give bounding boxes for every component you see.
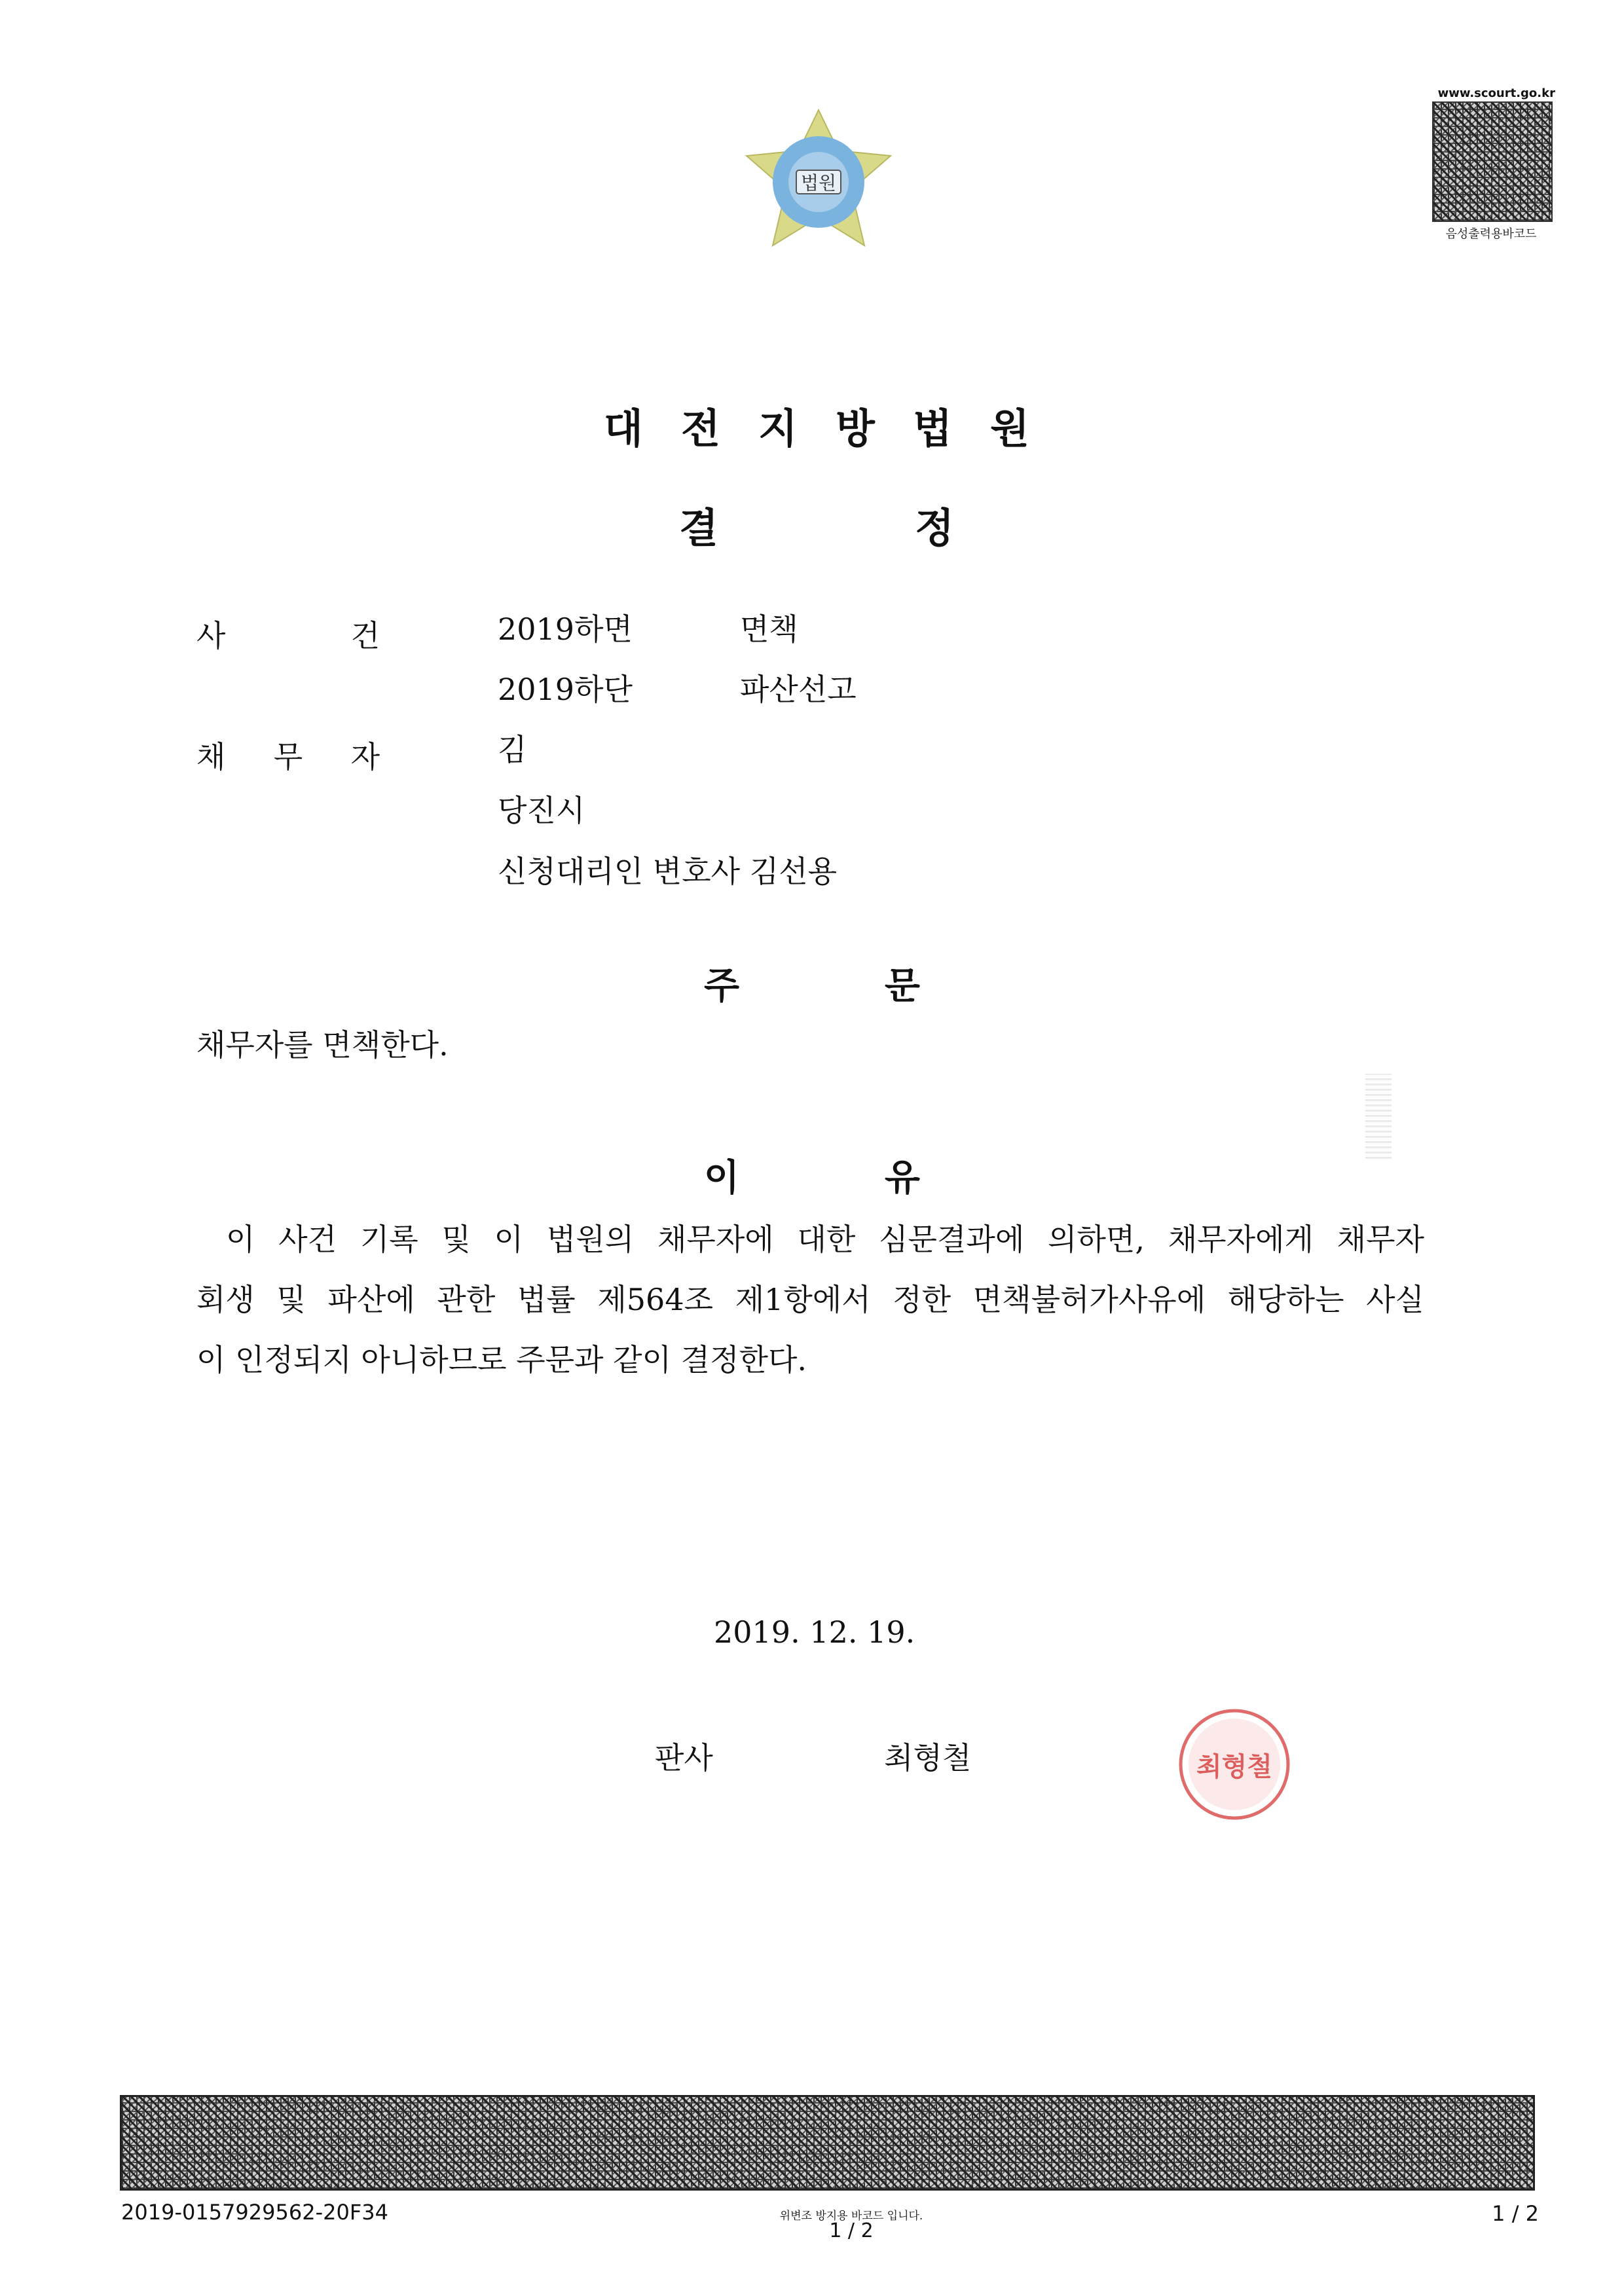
case2-number: 2019하단 — [498, 672, 633, 707]
court-name-char: 지 — [758, 405, 798, 452]
case2-type: 파산선고 — [740, 672, 857, 707]
debtor-name: 김 — [498, 732, 527, 767]
reason-line-1: 이 사건 기록 및 이 법원의 채무자에 대한 심문결과에 의하면, 채무자에게 채무자 — [226, 1222, 1424, 1257]
case-label: 사 건 — [196, 618, 380, 653]
decision-date: 2019. 12. 19. — [714, 1614, 915, 1650]
anti-forgery-barcode — [120, 2095, 1535, 2191]
order-heading: 주 문 — [704, 964, 920, 1008]
emblem-text: 법원 — [800, 172, 837, 194]
judge-name: 최형철 — [884, 1740, 972, 1776]
reason-heading: 이 유 — [704, 1156, 920, 1199]
judge-seal — [1175, 1705, 1293, 1823]
doc-type-char: 정 — [915, 504, 954, 552]
case1-number: 2019하면 — [498, 611, 633, 647]
court-emblem — [740, 105, 897, 255]
qr-url: www.scourt.go.kr — [1437, 86, 1555, 100]
court-name — [604, 396, 1029, 454]
page-number-right: 1 / 2 — [1492, 2201, 1539, 2226]
court-name-char: 방 — [836, 405, 875, 452]
doc-type-char: 결 — [679, 504, 718, 552]
judge-title: 판사 — [655, 1740, 713, 1776]
qr-caption: 음성출력용바코드 — [1445, 227, 1537, 241]
order-text: 채무자를 면책한다. — [196, 1027, 449, 1063]
debtor-label: 채 무 자 — [196, 739, 380, 774]
debtor-address: 당진시 — [498, 793, 585, 828]
agent: 신청대리인 변호사 김선용 — [498, 854, 838, 889]
seal-text: 최형철 — [1196, 1751, 1272, 1782]
court-name-char: 법 — [913, 405, 952, 452]
barcode-note: 위변조 방지용 바코드 입니다. — [779, 2210, 923, 2223]
reason-line-2: 회생 및 파산에 관한 법률 제564조 제1항에서 정한 면책불허가사유에 해당하는 사실 — [196, 1282, 1424, 1317]
document-id: 2019-0157929562-20F34 — [121, 2200, 388, 2225]
court-name-char: 대 — [604, 405, 643, 452]
reason-line-3: 이 인정되지 아니하므로 주문과 같이 결정한다. — [196, 1342, 807, 1377]
qr-code — [1432, 101, 1553, 222]
court-name-char: 원 — [990, 405, 1029, 452]
document-type — [679, 496, 954, 554]
page-number-center: 1 / 2 — [829, 2219, 874, 2242]
scan-mark — [1365, 1074, 1392, 1159]
case1-type: 면책 — [740, 611, 798, 647]
court-name-char: 전 — [681, 405, 720, 452]
